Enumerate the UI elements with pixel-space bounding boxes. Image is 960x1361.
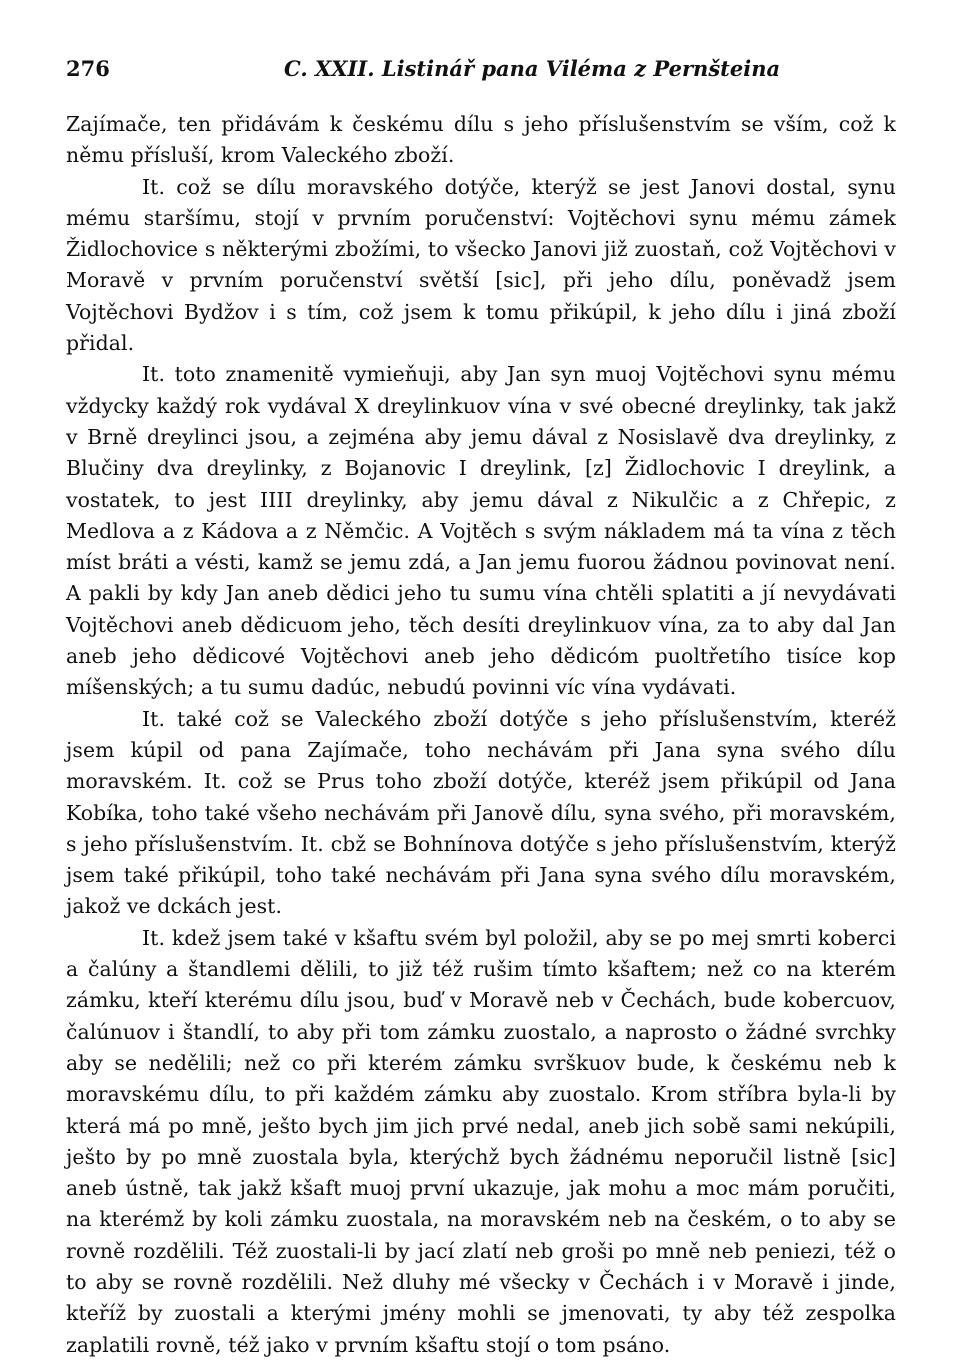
page-header [66,56,896,90]
paragraph: It. což se dílu moravského dotýče, kterýž se jest Janovi dostal, synu mému staršímu, stojí v prvním poručenství: Vojtěchovi synu mému zámek Židlochovice s některými zbožími, to všecko Janovi již zuostaň, což Vojtěchovi v Moravě v prvním poručenství světší [sic], při jeho dílu, poněvadž jsem Vojtěchovi Bydžov i s tím, což jsem k tomu přikúpil, k jeho dílu i jiná zboží přidal. [66,174,896,356]
running-head: C. XXII. Listinář pana Viléma z Pernšteina [284,56,781,81]
paragraph: Zajímače, ten přidávám k českému dílu s jeho příslušenstvím se vším, což k němu přísluší, krom Valeckého zboží. [66,112,896,168]
body-text [66,109,896,1361]
page-number: 276 [66,56,110,81]
paragraph: It. toto znamenitě vymieňuji, aby Jan syn muoj Vojtěchovi synu mému vždycky každý rok vydával X dreylinkuov vína v své obecné dreylinky, tak jakž v Brně dreylinci jsou, a zejména aby jemu dával z Nosislavě dva dreylinky, z Blučiny dva dreylinky, z Bojanovic I dreylink, [z] Židlochovic I dreylink, a vostatek, to jest IIII dreylinky, aby jemu dával z Nikulčic a z Chřepic, z Medlova a z Kádova a z Němčic. A Vojtěch s svým nákladem má ta vína z těch míst bráti a vésti, kamž se jemu zdá, a Jan jemu fuorou žádnou povinovat není. A pakli by kdy Jan aneb dědici jeho tu sumu vína chtěli splatiti a jí nevydávati Vojtěchovi aneb dědicuom jeho, těch desíti dreylinkuov vína, za to aby dal Jan aneb jeho dědicové Vojtěchovi aneb jeho dědicóm puoltřetího tisíce kop míšenských; a tu sumu dadúc, nebudú povinni víc vína vydávati. [66,362,896,700]
paragraph: It. také což se Valeckého zboží dotýče s jeho příslušenstvím, kteréž jsem kúpil od pana Zajímače, toho nechávám při Jana syna svého dílu moravském. It. což se Prus toho zboží dotýče, kteréž jsem přikúpil od Jana Kobíka, toho také všeho nechávám při Janově dílu, syna svého, při moravském, s jeho příslušenstvím. It. cbž se Bohnínova dotýče s jeho příslušenstvím, kterýž jsem také přikúpil, toho také nechávám při Jana syna svého dílu moravském, jakož ve dckách jest. [66,706,896,919]
paragraph: It. kdež jsem také v kšaftu svém byl položil, aby se po mej smrti koberci a čalúny a štandlemi dělili, to již též rušim tímto kšaftem; než co na kterém zámku, kteří kterému dílu jsou, buď v Moravě neb v Čechách, bude kobercuov, čalúnuov i štandlí, to aby při tom zámku zuostalo, a naprosto o žádné svrchky aby se nedělili; než co při kterém zámku svrškuov bude, k českému neb k moravskému dílu, to při každém zámku aby zuostalo. Krom stříbra byla-li by která má po mně, ješto bych jim jich prvé nedal, aneb jich sobě sami nekúpili, ješto by po mně zuostala byla, kterýchž bych žádnému neporučil listně [sic] aneb ústně, tak jakž kšaft muoj první ukazuje, jak mohu a moc mám poručiti, na kterémž by koli zámku zuostala, na moravském neb na českém, o to aby se rovně rozdělili. Též zuostali-li by jací zlatí neb groši po mně neb peniezi, též o to aby se rovně rozdělili. Než dluhy mé všecky v Čechách i v Moravě i jinde, kteříž by zuostali a kterými jmény mohli se jmenovati, ty aby též zespolka zaplatili rovně, též jako v prvním kšaftu stojí o tom psáno. [66,925,896,1357]
